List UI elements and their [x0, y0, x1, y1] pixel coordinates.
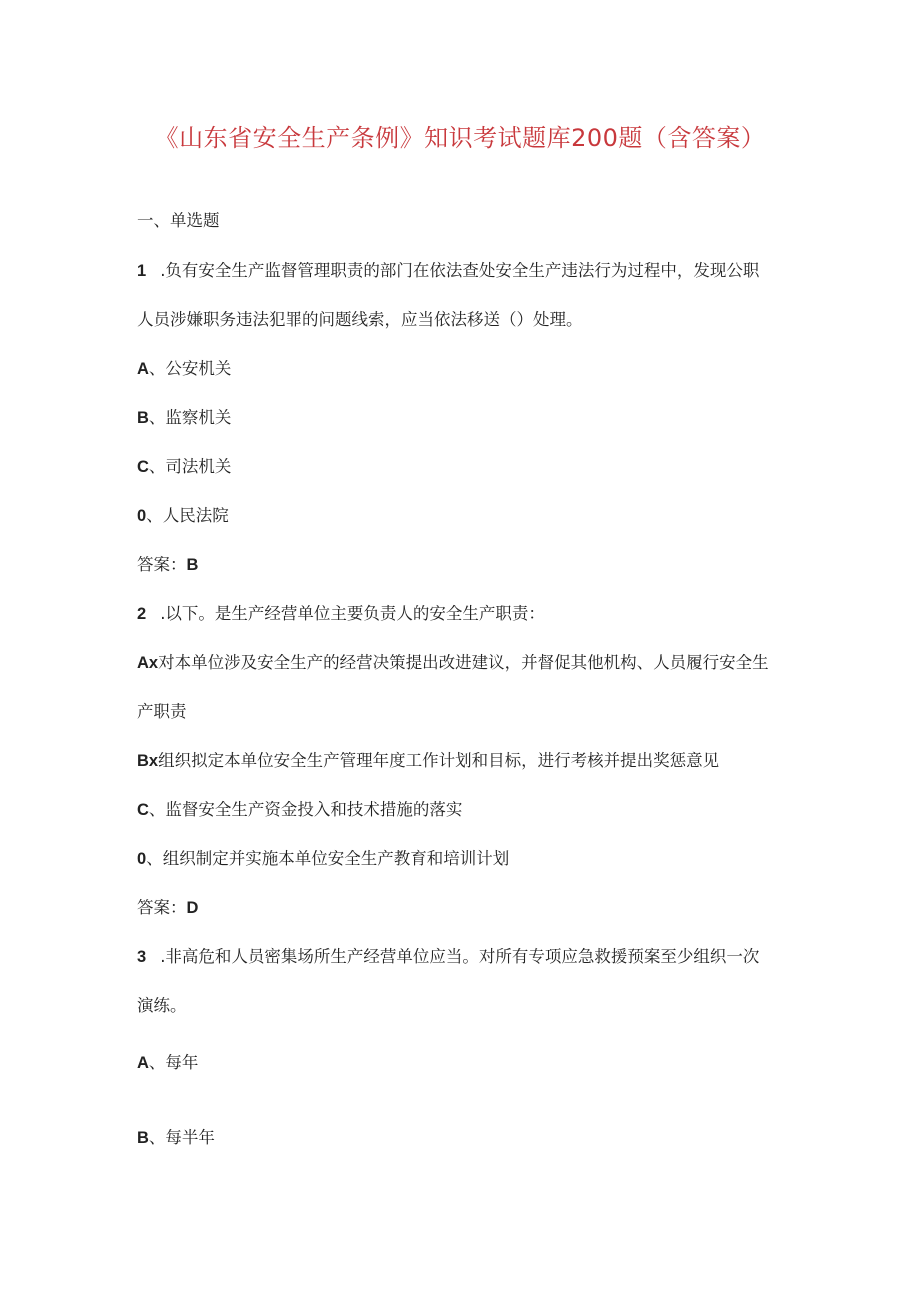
answer-prefix: 答案：	[137, 898, 187, 917]
option-text: 组织制定并实施本单位安全生产教育和培训计划	[162, 849, 510, 868]
option-label: Bx	[137, 752, 159, 770]
question-1-option-a: A、公安机关	[137, 359, 232, 378]
question-2-option-b	[137, 747, 719, 771]
question-3-stem	[137, 943, 759, 967]
question-1-stem-cont: 人员涉嫌职务违法犯罪的问题线索，应当依法移送（）处理。	[137, 310, 583, 329]
question-2-option-a-cont: 产职责	[137, 702, 187, 721]
option-label: A	[137, 1054, 149, 1072]
question-1-option-c: C、司法机关	[137, 457, 232, 476]
question-1-option-d: 0、人民法院	[137, 506, 229, 525]
question-2-option-d: 0、组织制定并实施本单位安全生产教育和培训计划	[137, 849, 510, 868]
question-2-option-a	[137, 649, 769, 673]
question-3-stem-cont: 演练。	[137, 996, 187, 1015]
question-number: 1	[137, 262, 147, 280]
section-heading: 一、单选题	[137, 211, 220, 230]
option-label: 0	[137, 507, 147, 525]
question-text: .以下。是生产经营单位主要负责人的安全生产职责：	[160, 604, 545, 623]
question-1-answer	[137, 551, 198, 575]
question-text: .负有安全生产监督管理职责的部门在依法查处安全生产违法行为过程中，发现公职	[160, 261, 760, 280]
option-label: B	[137, 409, 149, 427]
answer-prefix: 答案：	[137, 555, 187, 574]
option-label: C	[137, 458, 149, 476]
option-label: C	[137, 801, 149, 819]
question-number: 3	[137, 948, 147, 966]
option-text: 人民法院	[162, 506, 229, 525]
document-title: 《山东省安全生产条例》知识考试题库200题（含答案）	[154, 124, 766, 152]
option-label: Ax	[137, 654, 159, 672]
option-label: 0	[137, 850, 147, 868]
option-text: 监察机关	[165, 408, 232, 427]
question-number: 2	[137, 605, 147, 623]
question-3-option-a: A、每年	[137, 1053, 199, 1072]
option-text: 每半年	[165, 1128, 215, 1147]
question-text: .非高危和人员密集场所生产经营单位应当。对所有专项应急救援预案至少组织一次	[160, 947, 760, 966]
option-label: A	[137, 360, 149, 378]
option-text: 公安机关	[165, 359, 232, 378]
question-3-option-b: B、每半年	[137, 1128, 215, 1147]
option-text: 每年	[165, 1053, 199, 1072]
answer-value: D	[186, 899, 199, 917]
option-text: 组织拟定本单位安全生产管理年度工作计划和目标，进行考核并提出奖惩意见	[158, 751, 720, 770]
option-label: B	[137, 1129, 149, 1147]
question-2-stem	[137, 600, 545, 624]
question-2-option-c: C、监督安全生产资金投入和技术措施的落实	[137, 800, 463, 819]
option-text: 对本单位涉及安全生产的经营决策提出改进建议，并督促其他机构、人员履行安全生	[158, 653, 769, 672]
option-text: 监督安全生产资金投入和技术措施的落实	[165, 800, 463, 819]
question-1-option-b: B、监察机关	[137, 408, 232, 427]
answer-value: B	[186, 556, 199, 574]
question-2-answer	[137, 894, 198, 918]
option-text: 司法机关	[165, 457, 232, 476]
question-1-stem	[137, 257, 759, 281]
